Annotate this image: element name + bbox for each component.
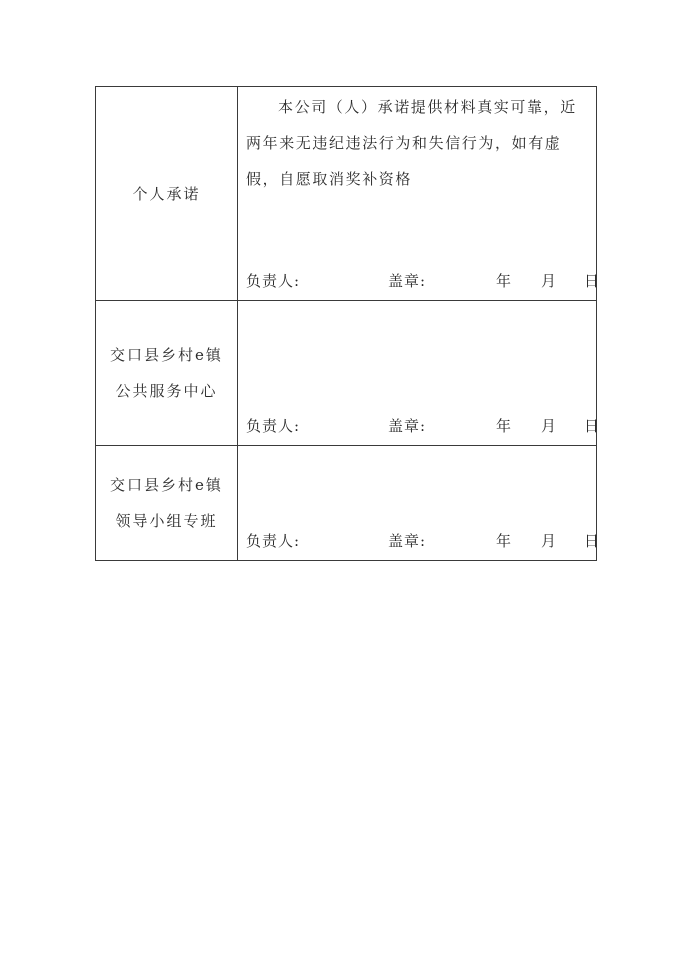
month-label: 月	[541, 417, 558, 435]
service-center-content-cell	[238, 301, 601, 446]
month-label: 月	[541, 532, 558, 550]
year-label: 年	[496, 532, 513, 550]
personal-commitment-content-cell	[238, 87, 601, 301]
leadership-group-row	[96, 446, 597, 561]
day-label: 日	[584, 272, 601, 290]
leadership-group-label-cell	[96, 446, 238, 561]
personal-commitment-label-cell	[96, 87, 238, 301]
service-center-label: 交口县乡村e镇公共服务中心	[110, 346, 223, 400]
day-label: 日	[584, 532, 601, 550]
year-label: 年	[496, 417, 513, 435]
year-label: 年	[496, 272, 513, 290]
pledge-text: 本公司（人）承诺提供材料真实可靠，近两年来无违纪违法行为和失信行为，如有虚假，自愿取消奖补资格	[246, 98, 577, 188]
signature-line	[246, 530, 601, 552]
signature-line	[246, 415, 601, 437]
responsible-person-label: 负责人:	[246, 532, 301, 550]
day-label: 日	[584, 417, 601, 435]
leadership-group-label: 交口县乡村e镇领导小组专班	[110, 476, 223, 530]
personal-commitment-row	[96, 87, 597, 301]
service-center-label-cell	[96, 301, 238, 446]
seal-label: 盖章:	[388, 532, 427, 550]
responsible-person-label: 负责人:	[246, 417, 301, 435]
signature-line	[246, 270, 601, 292]
seal-label: 盖章:	[388, 272, 427, 290]
month-label: 月	[541, 272, 558, 290]
leadership-group-content-cell	[238, 446, 601, 561]
service-center-row	[96, 301, 597, 446]
seal-label: 盖章:	[388, 417, 427, 435]
responsible-person-label: 负责人:	[246, 272, 301, 290]
personal-commitment-label: 个人承诺	[132, 184, 201, 203]
commitment-form-table	[95, 86, 601, 561]
